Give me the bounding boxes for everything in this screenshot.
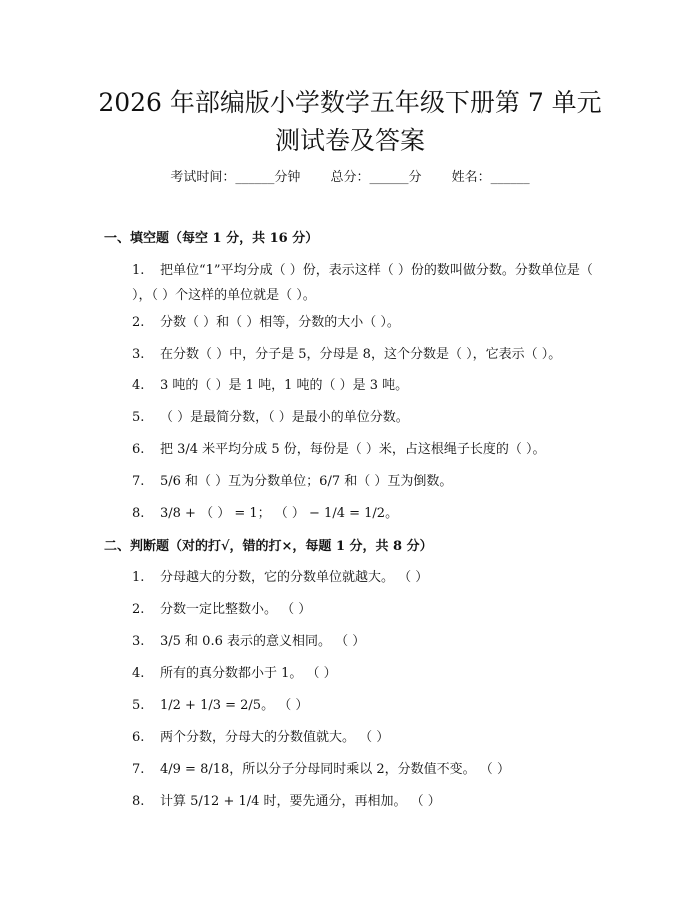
question-number: 3. — [132, 634, 145, 649]
question-text: 3/8 + （ ） = 1； （ ） − 1/4 = 1/2。 — [160, 506, 399, 521]
title-line-2: 测试卷及答案 — [274, 126, 425, 155]
question-text: 4/9 = 8/18，所以分子分母同时乘以 2，分数值不变。 （ ） — [160, 762, 510, 777]
question-item — [132, 600, 602, 620]
question-item — [132, 472, 602, 492]
question-item — [104, 258, 602, 308]
question-text: 1/2 + 1/3 = 2/5。 （ ） — [160, 698, 309, 713]
exam-score: 总分：______分 — [330, 170, 422, 185]
question-text: 分数一定比整数小。 （ ） — [160, 602, 312, 617]
question-number: 5. — [132, 410, 145, 425]
question-text: 把单位“1”平均分成（ ）份，表示这样（ ）份的数叫做分数。分数单位是（ ），（ ）个这样的单位就是（ ）。 — [132, 263, 593, 303]
question-number: 3. — [132, 347, 145, 362]
question-text: （ ）是最简分数，（ ）是最小的单位分数。 — [160, 410, 409, 425]
exam-time: 考试时间：______分钟 — [170, 170, 301, 185]
question-item — [132, 792, 602, 812]
question-item — [132, 440, 602, 460]
question-text: 把 3/4 米平均分成 5 份，每份是（ ）米，占这根绳子长度的（ ）。 — [160, 442, 546, 457]
question-text: 5/6 和（ ）互为分数单位；6/7 和（ ）互为倒数。 — [160, 474, 453, 489]
question-number: 8. — [132, 794, 145, 809]
question-number: 4. — [132, 666, 145, 681]
question-number: 1. — [132, 570, 145, 585]
question-text: 所有的真分数都小于 1。 （ ） — [160, 666, 337, 681]
exam-info — [0, 168, 700, 188]
question-text: 分数（ ）和（ ）相等，分数的大小（ ）。 — [160, 315, 400, 330]
title-line-1: 2026 年部编版小学数学五年级下册第 7 单元 — [98, 88, 602, 117]
question-text: 在分数（ ）中，分子是 5，分母是 8，这个分数是（ ），它表示（ ）。 — [160, 347, 562, 362]
question-number: 6. — [132, 730, 145, 745]
question-item — [132, 664, 602, 684]
question-text: 分母越大的分数，它的分数单位就越大。 （ ） — [160, 570, 429, 585]
question-item — [132, 728, 602, 748]
question-item — [132, 313, 602, 333]
question-number: 2. — [132, 315, 145, 330]
question-item — [132, 760, 602, 780]
question-number: 5. — [132, 698, 145, 713]
question-text: 计算 5/12 + 1/4 时，要先通分，再相加。 （ ） — [160, 794, 441, 809]
section-heading-fill-blank: 一、填空题（每空 1 分，共 16 分） — [104, 231, 319, 246]
question-item — [132, 568, 602, 588]
section-heading-true-false: 二、判断题（对的打√，错的打×，每题 1 分，共 8 分） — [104, 539, 433, 554]
question-item — [132, 376, 602, 396]
document-title — [60, 84, 640, 160]
question-number: 6. — [132, 442, 145, 457]
question-text: 3/5 和 0.6 表示的意义相同。 （ ） — [160, 634, 366, 649]
question-text: 两个分数，分母大的分数值就大。 （ ） — [160, 730, 390, 745]
question-number: 8. — [132, 506, 145, 521]
question-item — [132, 504, 602, 524]
question-number: 7. — [132, 474, 145, 489]
question-number: 2. — [132, 602, 145, 617]
question-number: 4. — [132, 378, 145, 393]
question-text: 3 吨的（ ）是 1 吨，1 吨的（ ）是 3 吨。 — [160, 378, 409, 393]
question-item — [132, 408, 602, 428]
question-item — [132, 345, 602, 365]
question-item — [132, 632, 602, 652]
question-number: 7. — [132, 762, 145, 777]
question-item — [132, 696, 602, 716]
exam-name: 姓名：______ — [451, 170, 530, 185]
question-number: 1. — [132, 263, 145, 278]
